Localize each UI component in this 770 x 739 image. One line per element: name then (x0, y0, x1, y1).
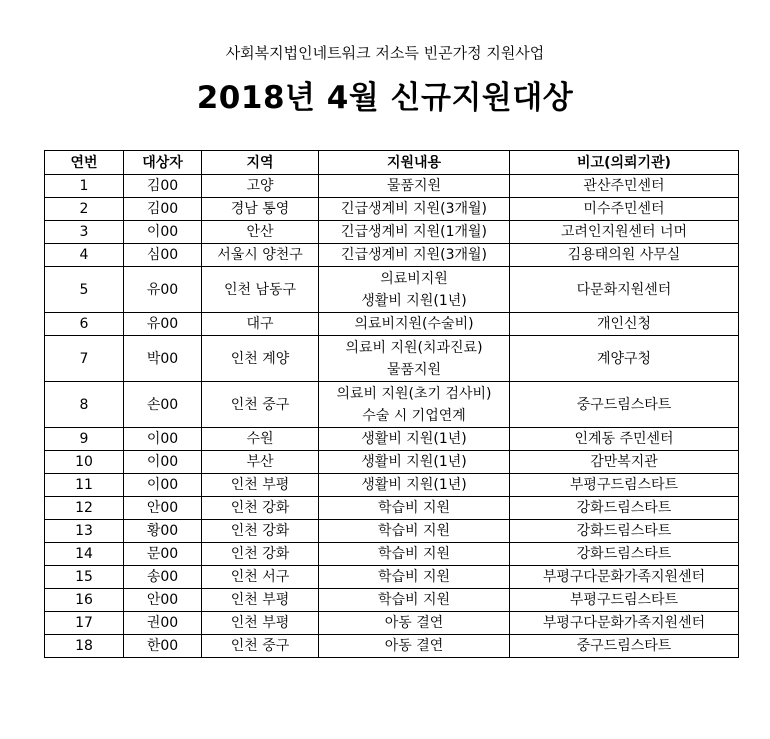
cell-number: 8 (45, 382, 124, 428)
cell-recipient: 안00 (124, 497, 202, 520)
cell-note: 감만복지관 (510, 451, 739, 474)
cell-number: 11 (45, 474, 124, 497)
cell-note: 강화드림스타트 (510, 520, 739, 543)
cell-recipient: 김00 (124, 198, 202, 221)
cell-note: 강화드림스타트 (510, 497, 739, 520)
cell-note: 미수주민센터 (510, 198, 739, 221)
cell-support (319, 566, 510, 589)
cell-region: 인천 부평 (202, 589, 319, 612)
cell-recipient: 김00 (124, 175, 202, 198)
support-line: 학습비 지원 (377, 592, 451, 608)
cell-note: 중구드림스타트 (510, 382, 739, 428)
cell-recipient: 이00 (124, 451, 202, 474)
cell-note: 김용태의원 사무실 (510, 244, 739, 267)
support-recipients-table (44, 150, 739, 658)
cell-region: 인천 부평 (202, 612, 319, 635)
support-line: 생활비 지원(1년) (361, 454, 467, 470)
document-subtitle: 사회복지법인네트워크 저소득 빈곤가정 지원사업 (225, 44, 545, 62)
support-line: 학습비 지원 (377, 569, 451, 585)
cell-recipient: 손00 (124, 382, 202, 428)
cell-region: 인천 부평 (202, 474, 319, 497)
cell-region: 인천 강화 (202, 497, 319, 520)
cell-number: 12 (45, 497, 124, 520)
cell-recipient: 한00 (124, 635, 202, 658)
cell-region: 인천 강화 (202, 543, 319, 566)
table-row (45, 221, 739, 244)
cell-note: 강화드림스타트 (510, 543, 739, 566)
cell-note: 계양구청 (510, 336, 739, 382)
cell-recipient: 박00 (124, 336, 202, 382)
cell-number: 4 (45, 244, 124, 267)
support-line: 의료비 지원(치과진료) (345, 339, 483, 356)
cell-support (319, 451, 510, 474)
cell-number: 1 (45, 175, 124, 198)
cell-support (319, 382, 510, 428)
column-header-number: 연번 (45, 151, 124, 175)
cell-support (319, 497, 510, 520)
cell-support (319, 198, 510, 221)
cell-region: 인천 중구 (202, 382, 319, 428)
table-row (45, 520, 739, 543)
cell-region: 경남 통영 (202, 198, 319, 221)
support-line: 물품지원 (386, 361, 442, 378)
cell-support (319, 244, 510, 267)
cell-region: 안산 (202, 221, 319, 244)
support-line: 학습비 지원 (377, 546, 451, 562)
cell-region: 인천 서구 (202, 566, 319, 589)
cell-support (319, 313, 510, 336)
cell-number: 9 (45, 428, 124, 451)
cell-recipient: 황00 (124, 520, 202, 543)
cell-note: 부평구다문화가족지원센터 (510, 566, 739, 589)
table-row (45, 267, 739, 313)
cell-recipient: 문00 (124, 543, 202, 566)
cell-region: 인천 강화 (202, 520, 319, 543)
cell-note: 개인신청 (510, 313, 739, 336)
table-row (45, 635, 739, 658)
support-line: 물품지원 (386, 178, 442, 194)
column-header-region: 지역 (202, 151, 319, 175)
cell-recipient: 안00 (124, 589, 202, 612)
cell-number: 10 (45, 451, 124, 474)
cell-note: 부평구다문화가족지원센터 (510, 612, 739, 635)
table-row (45, 566, 739, 589)
support-line: 의료비 지원(초기 검사비) (336, 385, 492, 402)
cell-support (319, 428, 510, 451)
cell-region: 인천 중구 (202, 635, 319, 658)
table-row (45, 612, 739, 635)
table-row (45, 313, 739, 336)
cell-note: 고려인지원센터 너머 (510, 221, 739, 244)
support-line: 아동 결연 (384, 615, 444, 631)
cell-region: 인천 남동구 (202, 267, 319, 313)
table-row (45, 589, 739, 612)
cell-note: 인계동 주민센터 (510, 428, 739, 451)
table-row (45, 198, 739, 221)
support-line: 긴급생계비 지원(3개월) (341, 247, 487, 263)
cell-recipient: 이00 (124, 428, 202, 451)
support-line: 생활비 지원(1년) (361, 292, 467, 309)
cell-support (319, 635, 510, 658)
cell-number: 7 (45, 336, 124, 382)
cell-region: 부산 (202, 451, 319, 474)
support-line: 생활비 지원(1년) (361, 477, 467, 493)
cell-support (319, 336, 510, 382)
cell-support (319, 589, 510, 612)
cell-region: 고양 (202, 175, 319, 198)
support-line: 의료비지원(수술비) (354, 316, 474, 332)
support-line: 수술 시 기업연계 (362, 407, 466, 424)
cell-number: 17 (45, 612, 124, 635)
table-row (45, 543, 739, 566)
support-line: 긴급생계비 지원(1개월) (341, 224, 487, 240)
support-line: 의료비지원 (380, 270, 448, 287)
cell-number: 18 (45, 635, 124, 658)
cell-note: 중구드림스타트 (510, 635, 739, 658)
cell-support (319, 474, 510, 497)
cell-recipient: 이00 (124, 474, 202, 497)
cell-region: 서울시 양천구 (202, 244, 319, 267)
table-row (45, 244, 739, 267)
support-line: 생활비 지원(1년) (361, 431, 467, 447)
support-line: 긴급생계비 지원(3개월) (341, 201, 487, 217)
cell-support (319, 543, 510, 566)
cell-note: 부평구드림스타트 (510, 589, 739, 612)
table-row (45, 382, 739, 428)
cell-support (319, 520, 510, 543)
cell-region: 인천 계양 (202, 336, 319, 382)
cell-recipient: 유00 (124, 267, 202, 313)
cell-note: 관산주민센터 (510, 175, 739, 198)
table-row (45, 428, 739, 451)
table-header-row (45, 151, 739, 175)
cell-number: 5 (45, 267, 124, 313)
support-line: 학습비 지원 (377, 500, 451, 516)
table-row (45, 175, 739, 198)
table-row (45, 451, 739, 474)
cell-number: 16 (45, 589, 124, 612)
table-row (45, 336, 739, 382)
document-title: 2018년 4월 신규지원대상 (196, 80, 574, 116)
cell-support (319, 221, 510, 244)
cell-number: 2 (45, 198, 124, 221)
cell-recipient: 이00 (124, 221, 202, 244)
cell-number: 14 (45, 543, 124, 566)
cell-number: 3 (45, 221, 124, 244)
table-body (45, 175, 739, 658)
cell-region: 수원 (202, 428, 319, 451)
cell-number: 15 (45, 566, 124, 589)
support-line: 학습비 지원 (377, 523, 451, 539)
cell-recipient: 권00 (124, 612, 202, 635)
cell-recipient: 유00 (124, 313, 202, 336)
table-row (45, 497, 739, 520)
cell-recipient: 심00 (124, 244, 202, 267)
column-header-note: 비고(의뢰기관) (510, 151, 739, 175)
cell-region: 대구 (202, 313, 319, 336)
cell-number: 13 (45, 520, 124, 543)
cell-recipient: 송00 (124, 566, 202, 589)
column-header-recipient: 대상자 (124, 151, 202, 175)
cell-support (319, 612, 510, 635)
cell-support (319, 267, 510, 313)
table-row (45, 474, 739, 497)
cell-support (319, 175, 510, 198)
cell-note: 부평구드림스타트 (510, 474, 739, 497)
support-line: 아동 결연 (384, 638, 444, 654)
column-header-support: 지원내용 (319, 151, 510, 175)
cell-number: 6 (45, 313, 124, 336)
cell-note: 다문화지원센터 (510, 267, 739, 313)
